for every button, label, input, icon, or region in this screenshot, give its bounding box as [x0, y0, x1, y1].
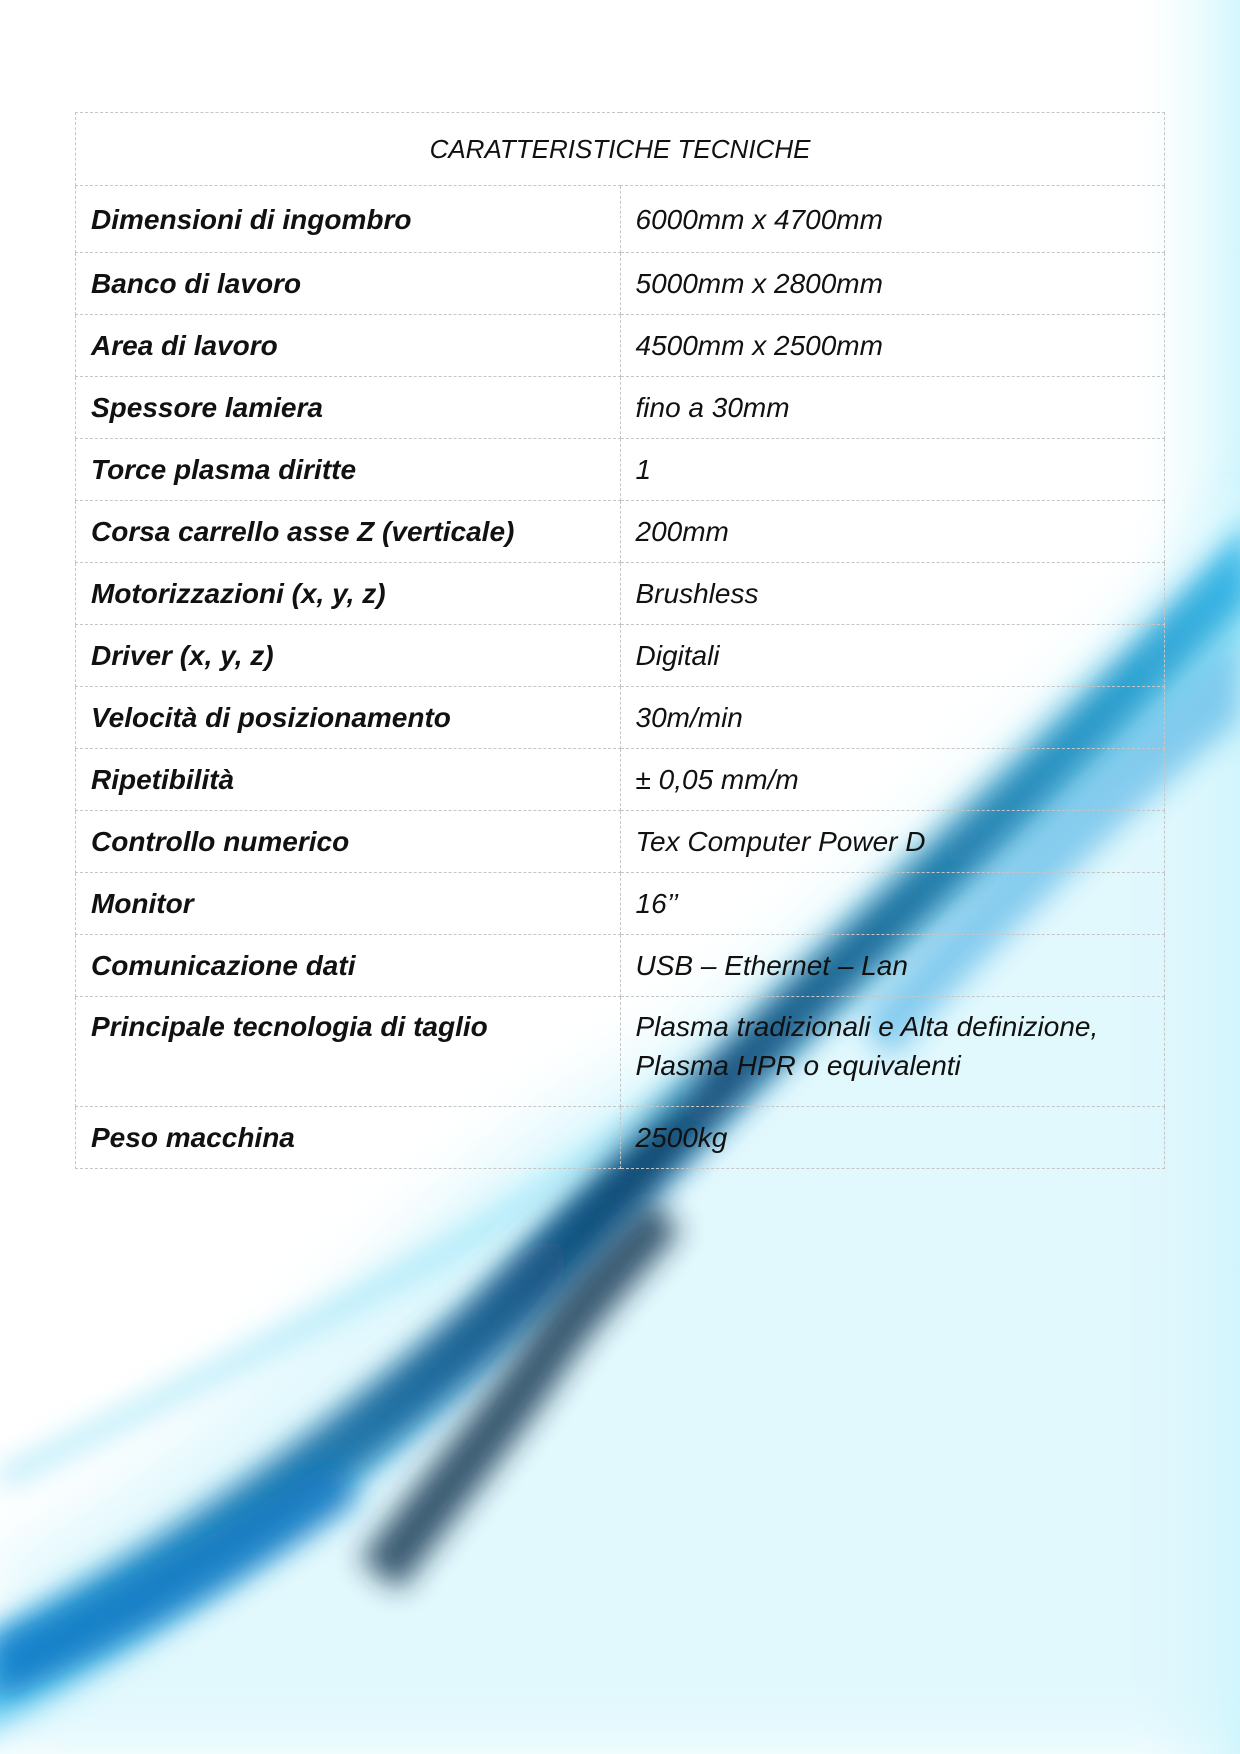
spec-label: Dimensioni di ingombro	[76, 186, 621, 253]
table-row	[76, 315, 1165, 377]
spec-label: Monitor	[76, 873, 621, 935]
spec-value: 1	[620, 439, 1165, 501]
spec-value: Brushless	[620, 563, 1165, 625]
spec-label: Peso macchina	[76, 1107, 621, 1169]
table-row	[76, 811, 1165, 873]
table-title: CARATTERISTICHE TECNICHE	[76, 113, 1165, 186]
spec-value: ± 0,05 mm/m	[620, 749, 1165, 811]
spec-value: 16’’	[620, 873, 1165, 935]
table-row	[76, 997, 1165, 1107]
spec-label: Area di lavoro	[76, 315, 621, 377]
spec-value: 200mm	[620, 501, 1165, 563]
table-header-row	[76, 113, 1165, 186]
table-row	[76, 439, 1165, 501]
spec-value: Plasma tradizionali e Alta definizione, Plasma HPR o equivalenti	[620, 997, 1165, 1107]
spec-value: 6000mm x 4700mm	[620, 186, 1165, 253]
spec-label: Corsa carrello asse Z (verticale)	[76, 501, 621, 563]
table-row	[76, 253, 1165, 315]
spec-label: Ripetibilità	[76, 749, 621, 811]
spec-value: Digitali	[620, 625, 1165, 687]
spec-value: 4500mm x 2500mm	[620, 315, 1165, 377]
spec-label: Banco di lavoro	[76, 253, 621, 315]
table-row	[76, 935, 1165, 997]
table-row	[76, 501, 1165, 563]
spec-value: USB – Ethernet – Lan	[620, 935, 1165, 997]
table-row	[76, 749, 1165, 811]
spec-label: Controllo numerico	[76, 811, 621, 873]
spec-value: 2500kg	[620, 1107, 1165, 1169]
table-row	[76, 873, 1165, 935]
table-row	[76, 687, 1165, 749]
spec-value: Tex Computer Power D	[620, 811, 1165, 873]
spec-label: Principale tecnologia di taglio	[76, 997, 621, 1107]
spec-label: Motorizzazioni (x, y, z)	[76, 563, 621, 625]
table-row	[76, 186, 1165, 253]
spec-value: fino a 30mm	[620, 377, 1165, 439]
spec-label: Velocità di posizionamento	[76, 687, 621, 749]
spec-value: 5000mm x 2800mm	[620, 253, 1165, 315]
specs-sheet	[75, 112, 1165, 1169]
spec-label: Torce plasma diritte	[76, 439, 621, 501]
table-row	[76, 563, 1165, 625]
spec-label: Comunicazione dati	[76, 935, 621, 997]
table-row	[76, 377, 1165, 439]
spec-value: 30m/min	[620, 687, 1165, 749]
spec-label: Spessore lamiera	[76, 377, 621, 439]
spec-label: Driver (x, y, z)	[76, 625, 621, 687]
table-row	[76, 625, 1165, 687]
specs-table	[75, 112, 1165, 1169]
table-row	[76, 1107, 1165, 1169]
